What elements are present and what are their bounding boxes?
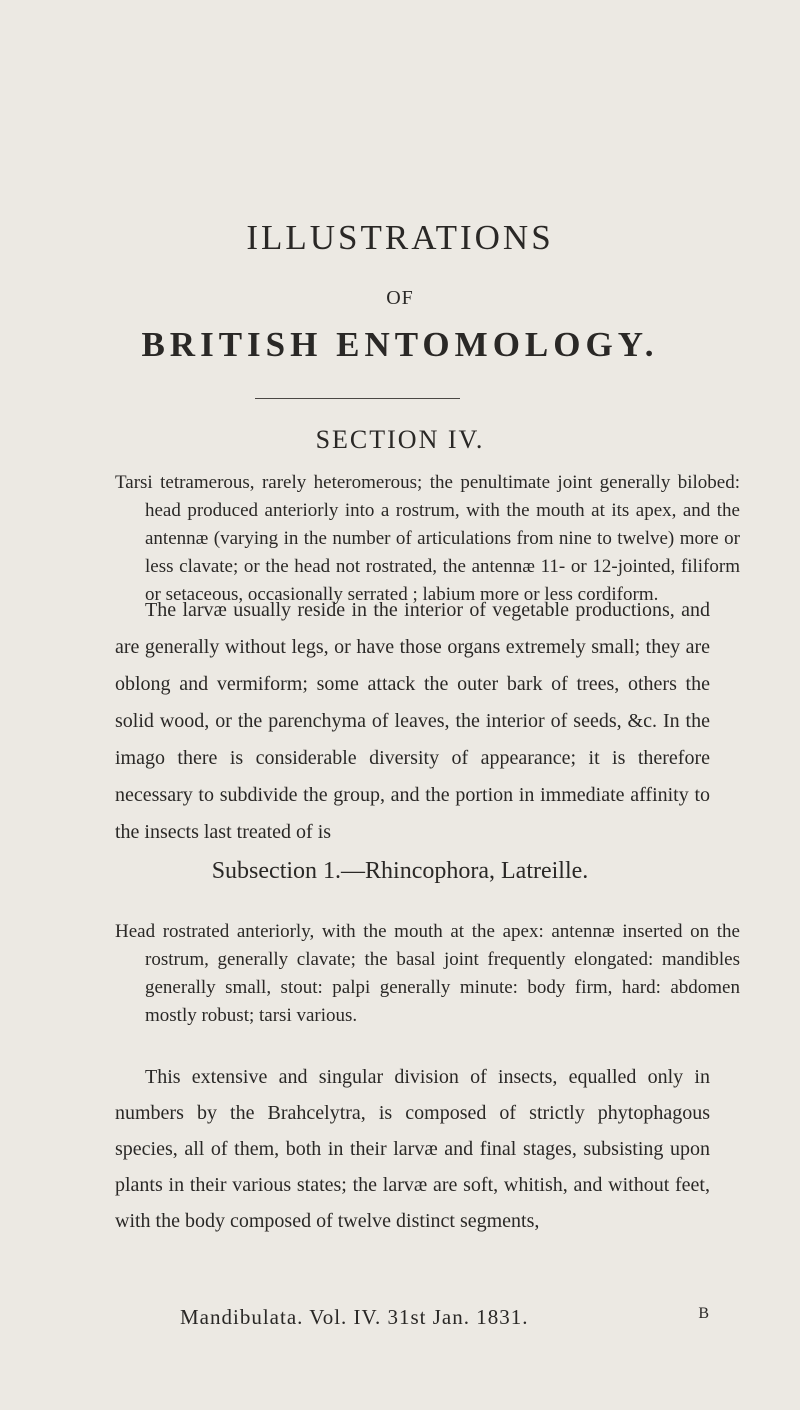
paragraph-division: This extensive and singular division of insects, equalled only in numbers by the Brahcelytra, is composed of strictly phytophagous species, all of them, both in their larvæ and final stages, subsisting upon plants in their various states; the larvæ are soft, whitish, and without feet, with the body composed of twelve distinct segments, — [115, 1066, 710, 1232]
page-subtitle: BRITISH ENTOMOLOGY. — [141, 325, 659, 364]
title-connector: OF — [386, 287, 414, 309]
footer-imprint: Mandibulata. Vol. IV. 31st Jan. 1831. — [180, 1305, 529, 1329]
subsection-heading: Subsection 1.—Rhincophora, Latreille. — [211, 858, 589, 884]
page-footer — [180, 1305, 710, 1330]
page-title: ILLUSTRATIONS — [246, 218, 554, 257]
title-divider — [255, 398, 460, 399]
signature-mark: B — [698, 1305, 710, 1322]
paragraph-larvae: The larvæ usually reside in the interior of vegetable productions, and are generally without legs, or have those organs extremely small; they are oblong and vermiform; some attack the outer bark of trees, others the solid wood, or the parenchyma of leaves, the interior of seeds, &c. In the imago there is considerable diversity of appearance; it is therefore necessary to subdivide the group, and the portion in immediate affinity to the insects last treated of is — [115, 599, 710, 843]
paragraph-intro: Tarsi tetramerous, rarely heteromerous; the penultimate joint generally bilobed: head produced anteriorly into a rostrum, with the mouth at its apex, and the antennæ (varying in the number of articulations from nine to twelve) more or less clavate; or the head not rostrated, the antennæ 11- or 12-jointed, filiform or setaceous, occasionally serrated ; labium more or less cordiform. — [115, 472, 740, 605]
paragraph-head: Head rostrated anteriorly, with the mouth at the apex: antennæ inserted on the rostrum, generally clavate; the basal joint frequently elongated: mandibles generally small, stout: palpi generally minute: body firm, hard: abdomen mostly robust; tarsi various. — [115, 921, 740, 1026]
section-heading: SECTION IV. — [315, 425, 485, 454]
